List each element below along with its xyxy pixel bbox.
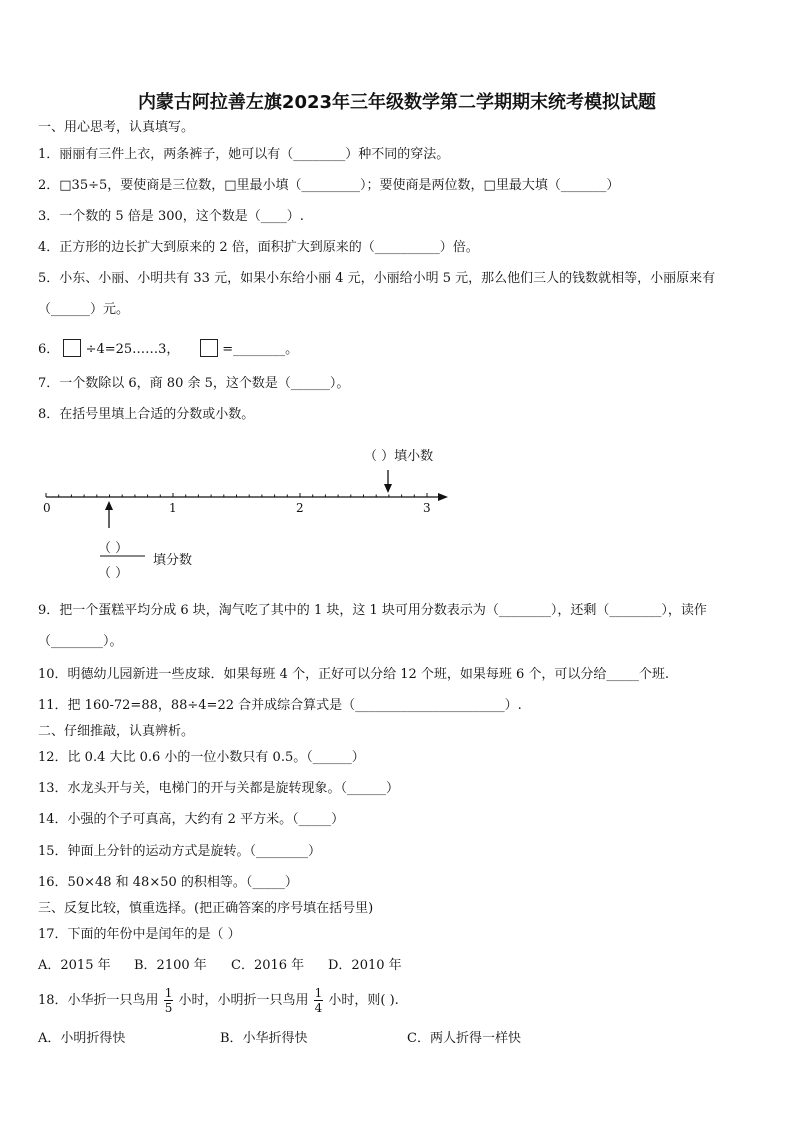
q17-option-d: D．2010 年 [328,958,402,973]
question-12: 12．比 0.4 大比 0.6 小的一位小数只有 0.5。（______） [38,750,365,765]
page-title: 内蒙古阿拉善左旗2023年三年级数学第二学期期末统考模拟试题 [137,92,657,113]
tick-label-1: 1 [169,501,177,515]
q18-option-b: B．小华折得快 [220,1031,308,1046]
question-18-part-c: 小时，则( ). [328,993,399,1008]
question-2: 2．□35÷5，要使商是三位数，□里最小填（_________）；要使商是两位数，□里最大填（_______） [38,178,620,193]
question-5-line-1: 5．小东、小丽、小明共有 33 元，如果小东给小丽 4 元，小丽给小明 5 元，那么他们三人的钱数就相等，小丽原来有 [38,271,716,286]
fraction-one-fourth [314,986,324,1015]
q17-option-b: B．2100 年 [134,958,207,973]
fraction-one-fifth [164,986,174,1015]
q17-option-a: A．2015 年 [38,958,111,973]
decimal-pointer-head [384,484,392,493]
question-14: 14．小强的个子可真高，大约有 2 平方米。（_____） [38,812,345,827]
question-3: 3．一个数的 5 倍是 300，这个数是（____）. [38,209,304,224]
section-3-heading: 三、反复比较，慎重选择。(把正确答案的序号填在括号里) [38,901,374,916]
q18-option-c: C．两人折得一样快 [407,1031,521,1046]
question-11: 11．把 160-72=88，88÷4=22 合并成综合算式是（_______________________）. [38,698,522,713]
question-10: 10．明德幼儿园新进一些皮球．如果每班 4 个，正好可以分给 12 个班，如果每班 6 个，可以分给_____个班. [38,667,670,682]
fraction-pointer-head [105,501,113,510]
tick-label-2: 2 [296,501,304,515]
question-1: 1．丽丽有三件上衣，两条裤子，她可以有（________）种不同的穿法。 [38,147,450,162]
fraction-denominator: 4 [314,1001,323,1015]
question-6-equation-1: ÷4=25……3， [85,342,180,357]
fraction-label: 填分数 [153,553,193,568]
tick-label-3: 3 [423,501,431,515]
question-8: 8．在括号里填上合适的分数或小数。 [38,407,255,422]
question-18-part-b: 小时，小明折一只鸟用 [178,993,309,1008]
question-18-part-a: 18．小华折一只鸟用 [38,993,159,1008]
question-16: 16．50×48 和 48×50 的积相等。（_____） [38,875,298,890]
decimal-label: （ ）填小数 [364,449,434,464]
fraction-denominator-blank: （ ） [98,566,129,581]
fraction-denominator: 5 [164,1001,173,1015]
question-13: 13．水龙头开与关，电梯门的开与关都是旋转现象。（______） [38,781,400,796]
question-6-number: 6． [38,342,60,357]
question-17: 17．下面的年份中是闰年的是（ ） [38,927,241,942]
question-9-line-1: 9．把一个蛋糕平均分成 6 块，淘气吃了其中的 1 块，这 1 块可用分数表示为（________），还剩（________），读作 [38,603,707,618]
question-9-line-2: （________）。 [38,634,123,649]
fraction-numerator: 1 [314,986,323,1000]
tick-label-0: 0 [43,501,51,515]
number-line-arrowhead [438,493,448,501]
section-1-heading: 一、用心思考，认真填写。 [38,120,195,135]
question-6-equation-2: =________。 [222,342,299,357]
question-15: 15．钟面上分针的运动方式是旋转。（________） [38,844,322,859]
question-5-line-2: （______）元。 [38,302,130,317]
section-2-heading: 二、仔细推敲，认真辨析。 [38,724,195,739]
question-18 [38,986,399,1016]
question-4: 4．正方形的边长扩大到原来的 2 倍，面积扩大到原来的（__________）倍。 [38,240,479,255]
fraction-numerator: 1 [164,986,173,1000]
q18-option-a: A．小明折得快 [38,1031,126,1046]
q17-option-c: C．2016 年 [231,958,305,973]
fraction-numerator-blank: （ ） [98,541,129,556]
question-7: 7．一个数除以 6，商 80 余 5，这个数是（______）。 [38,376,350,391]
